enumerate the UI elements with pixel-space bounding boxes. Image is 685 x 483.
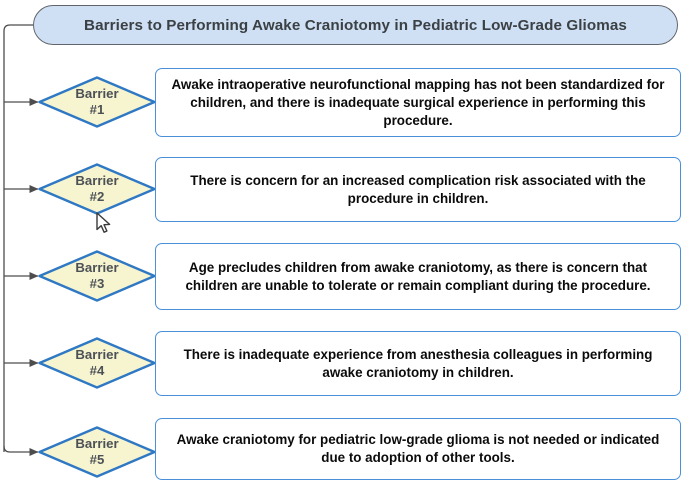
barrier-node-label-line2: #5: [89, 452, 105, 467]
diamond-shape: [38, 76, 156, 128]
diamond-shape: [38, 426, 156, 478]
barrier-message-text: There is concern for an increased complication risk associated with the procedure in children.: [190, 172, 646, 206]
barrier-node-label-line1: Barrier: [75, 86, 119, 101]
barrier-node-label-line2: #2: [89, 189, 105, 204]
barrier-node-label-line1: Barrier: [75, 436, 119, 451]
barrier-message-text: Age precludes children from awake craniotomy, as there is concern that children are unable to tolerate or remain compliant during the procedure.: [185, 259, 651, 293]
diamond-shape: [38, 250, 156, 302]
barrier-message-box[interactable]: [155, 157, 681, 222]
barrier-message-text: Awake intraoperative neurofunctional mapping has not been standardized for children, and there is inadequate surgical experience in performing this procedure.: [171, 76, 665, 128]
page-title: Barriers to Performing Awake Craniotomy in Pediatric Low-Grade Gliomas: [84, 16, 627, 34]
barrier-message-box[interactable]: [155, 331, 681, 396]
barrier-node-5[interactable]: [38, 426, 156, 478]
barrier-node-label-line1: Barrier: [75, 260, 119, 275]
barrier-node-4[interactable]: [38, 337, 156, 389]
barrier-node-3[interactable]: [38, 250, 156, 302]
barrier-message-box[interactable]: [155, 243, 681, 310]
barrier-message-box[interactable]: [155, 68, 681, 137]
barrier-message-text: Awake craniotomy for pediatric low-grade glioma is not needed or indicated due to adoption of other tools.: [176, 432, 660, 465]
barrier-node-label-line1: Barrier: [75, 173, 119, 188]
barrier-message-text: There is inadequate experience from anesthesia colleagues in performing awake craniotomy in children.: [183, 346, 653, 380]
diamond-shape: [38, 163, 156, 215]
barrier-node-label-line1: Barrier: [75, 347, 119, 362]
barrier-node-label-line2: #3: [89, 276, 105, 291]
barrier-message-box[interactable]: [155, 418, 681, 480]
barrier-node-2[interactable]: [38, 163, 156, 215]
diagram-title-node: [33, 5, 678, 45]
barrier-node-1[interactable]: [38, 76, 156, 128]
barrier-node-label-line2: #4: [89, 363, 105, 378]
diamond-shape: [38, 337, 156, 389]
arrow-pointer-icon: [96, 212, 114, 236]
barrier-node-label-line2: #1: [89, 102, 105, 117]
